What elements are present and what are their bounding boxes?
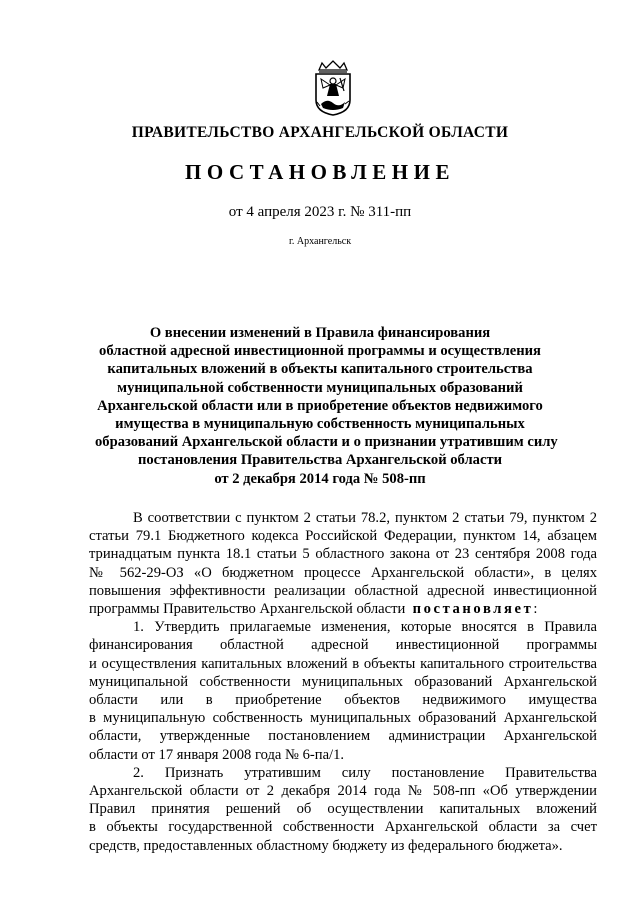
item1-line: муниципальной собственности муниципальных образований Архангельской [89, 673, 597, 690]
item1-line: и осуществления капитальных вложений в объекты капитального строительства [89, 655, 597, 672]
item2-last-line: средств, предоставленных областному бюджету из федерального бюджета». [89, 837, 563, 854]
item1-line: области, утвержденные постановлением администрации Архангельской [89, 728, 597, 745]
preamble-line: тринадцатым пункта 18.1 статьи 5 областного закона от 23 сентября 2008 года [89, 546, 597, 563]
title-line: областной адресной инвестиционной программы и осуществления [99, 343, 541, 360]
preamble-line: повышения эффективности реализации областной адресной инвестиционной [89, 582, 597, 599]
title-line: постановления Правительства Архангельской области [137, 452, 503, 469]
title-line: капитальных вложений в объекты капитального строительства [107, 361, 533, 378]
document-type: ПОСТАНОВЛЕНИЕ [185, 160, 455, 184]
document-date-number: от 4 апреля 2023 г. № 311-пп [228, 204, 412, 220]
item1-line: области или в приобретение объектов недвижимого имущества [89, 692, 597, 709]
title-line: имущества в муниципальную собственность муниципальных [115, 416, 525, 433]
title-line: О внесении изменений в Правила финансирования [149, 325, 491, 341]
item1-line: 1. Утвердить прилагаемые изменения, которые вносятся в Правила [133, 619, 597, 636]
document-title [95, 324, 558, 488]
preamble-line: № 562-29-ОЗ «О бюджетном процессе Архангельской области», в целях [89, 564, 597, 581]
government-name: ПРАВИТЕЛЬСТВО АРХАНГЕЛЬСКОЙ ОБЛАСТИ [131, 124, 509, 141]
title-line: Архангельской области или в приобретение объектов недвижимого [97, 397, 543, 414]
preamble-line: В соответствии с пунктом 2 статьи 78.2, пунктом 2 статьи 79, пунктом 2 [133, 510, 597, 526]
resolves-word: постановляет [412, 601, 534, 618]
title-line: от 2 декабря 2014 года № 508-пп [214, 470, 426, 487]
item1-line: в муниципальную собственность муниципальных образований Архангельской [89, 710, 597, 727]
preamble-last-line [89, 600, 597, 618]
item2-line: 2. Признать утратившим силу постановление Правительства [133, 764, 597, 781]
arkhangelsk-coat-of-arms-icon [313, 60, 353, 116]
preamble-text: программы Правительство Архангельской области [89, 601, 406, 618]
document-city: г. Архангельск [288, 236, 352, 247]
preamble-line: статьи 79.1 Бюджетного кодекса Российской Федерации, пунктом 14, абзацем [89, 528, 597, 545]
resolves-colon: : [533, 601, 538, 618]
title-line: образований Архангельской области и о признании утратившим силу [95, 434, 558, 451]
document-body [89, 509, 597, 855]
title-line: муниципальной собственности муниципальных образований [117, 379, 523, 396]
item2-line: в объекты государственной собственности Архангельской области за счет [89, 819, 597, 836]
item1-line: финансирования областной адресной инвестиционной программы [89, 637, 597, 654]
item2-line: Правил принятия решений об осуществлении капитальных вложений [89, 801, 597, 818]
item2-line: Архангельской области от 2 декабря 2014 года № 508-пп «Об утверждении [89, 783, 597, 800]
item1-last-line: области от 17 января 2008 года № 6-па/1. [89, 746, 345, 763]
